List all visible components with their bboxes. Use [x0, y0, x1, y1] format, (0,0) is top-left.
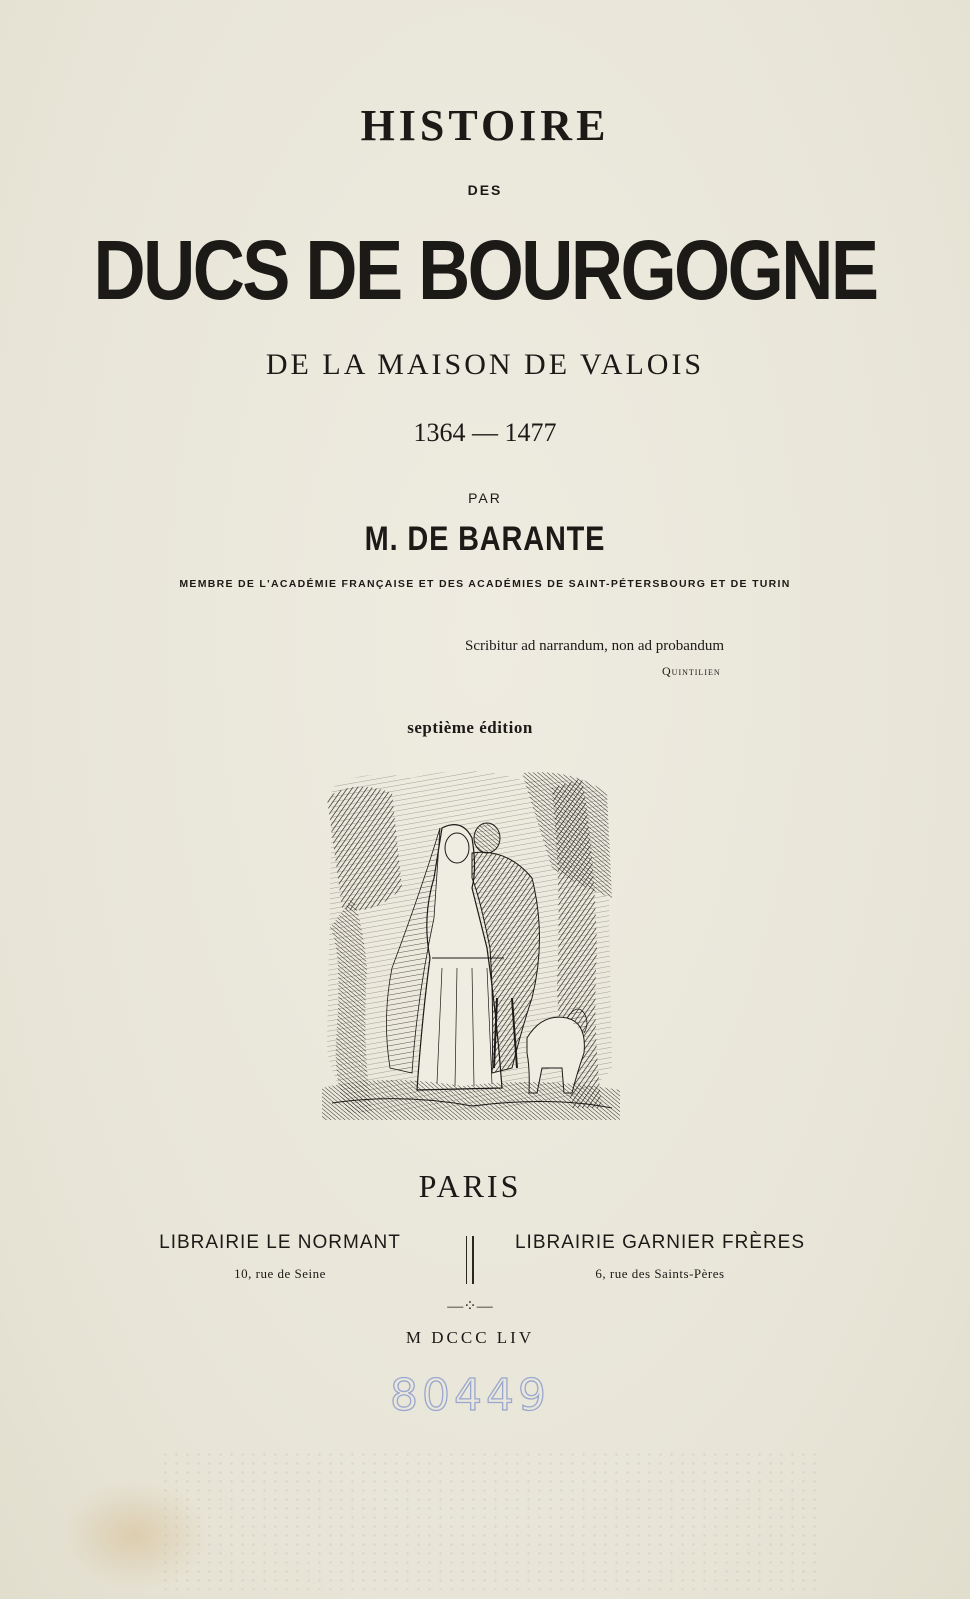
paper-stain [60, 1480, 210, 1590]
epigraph-attribution: Quintilien [662, 664, 721, 678]
subtitle: DE LA MAISON DE VALOIS [265, 348, 705, 381]
main-title: DUCS DE BOURGOGNE [93, 223, 877, 317]
years: 1364 — 1477 [413, 418, 557, 447]
show-through-texture [160, 1450, 820, 1590]
publisher-right-address: 6, rue des Saints-Pères [595, 1266, 725, 1281]
publisher-left-address: 10, rue de Seine [234, 1266, 326, 1281]
author-membership: MEMBRE DE L'ACADÉMIE FRANÇAISE ET DES ACADÉMIES DE SAINT-PÉTERSBOURG ET DE TURIN [179, 578, 791, 590]
engraving-couple-in-forest-icon [322, 768, 620, 1120]
library-stamp-number: 80449 [390, 1370, 550, 1421]
publisher-left-name: LIBRAIRIE LE NORMANT [159, 1232, 401, 1253]
title-des: DES [467, 182, 503, 198]
epigraph: Scribitur ad narrandum, non ad probandum [465, 638, 725, 654]
city: PARIS [418, 1168, 522, 1204]
publication-date: M DCCC LIV [405, 1328, 535, 1347]
publisher-right-name: LIBRAIRIE GARNIER FRÈRES [514, 1232, 806, 1253]
author-name: M. DE BARANTE [364, 520, 606, 558]
by-label: PAR [468, 490, 502, 506]
title-histoire: HISTOIRE [360, 101, 610, 150]
publisher-divider [466, 1236, 474, 1284]
ornament: —⁘— [447, 1298, 493, 1315]
edition: septième édition [407, 718, 533, 737]
